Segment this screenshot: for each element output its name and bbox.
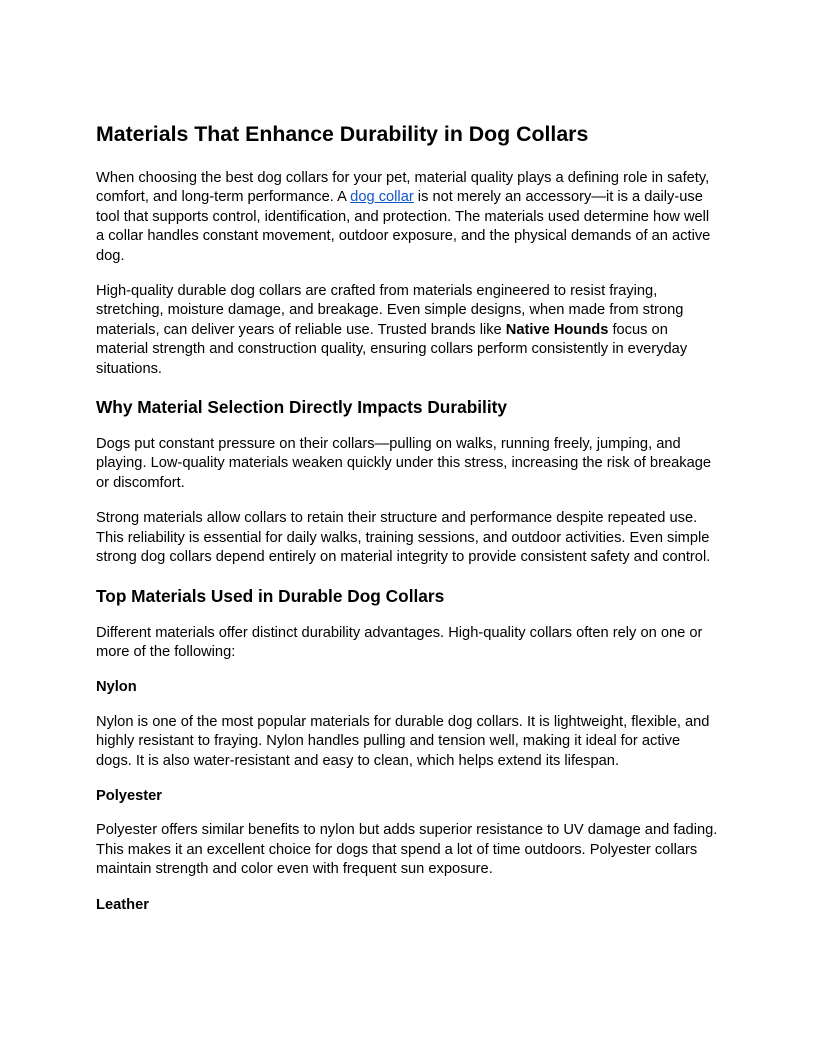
page-title: Materials That Enhance Durability in Dog Collars — [96, 122, 589, 146]
brand-name: Native Hounds — [505, 321, 609, 338]
dog-collar-link[interactable]: dog collar — [350, 189, 414, 206]
section1-paragraph-1: Dogs put constant pressure on their collars—pulling on walks, running freely, jumping, and playing. Low-quality materials weaken quickly under this stress, increasing the risk of breakage or discomfort. — [96, 436, 712, 491]
section-heading-top-materials: Top Materials Used in Durable Dog Collars — [96, 585, 445, 606]
material-text-nylon: Nylon is one of the most popular materials for durable dog collars. It is lightweight, flexible, and highly resistant to fraying. Nylon handles pulling and tension well, making it ideal for active dogs. It is also water-resistant and easy to clean, which helps extend its lifespan. — [96, 713, 710, 769]
material-heading-polyester: Polyester — [96, 787, 162, 804]
section2-intro: Different materials offer distinct durability advantages. High-quality collars often rely on one or more of the following: — [96, 624, 703, 660]
intro-paragraph-1 — [96, 169, 720, 266]
material-heading-leather: Leather — [96, 896, 149, 913]
intro-paragraph-2 — [96, 282, 720, 379]
intro-p2-text-before: High-quality durable dog collars are crafted from materials engineered to resist fraying, stretching, moisture damage, and breakage. Even simple designs, when made from strong materials, can deliver years of reliable use. Trusted brands like — [96, 283, 684, 338]
section1-paragraph-2: Strong materials allow collars to retain their structure and performance despite repeated use. This reliability is essential for daily walks, training sessions, and outdoor activities. Even simple strong dog collars depend entirely on material integrity to provide consistent safety and control. — [96, 510, 711, 566]
section-heading-why-material: Why Material Selection Directly Impacts Durability — [96, 397, 508, 418]
material-heading-nylon: Nylon — [96, 679, 137, 696]
intro-p1-text-after: is not merely an accessory—it is a daily-use tool that supports control, identification, and protection. The materials used determine how well a collar handles constant movement, outdoor exposure, and the physical demands of an active dog. — [96, 189, 711, 264]
intro-p2-text-after: focus on material strength and construction quality, ensuring collars perform consistently in everyday situations. — [96, 321, 688, 377]
material-text-polyester: Polyester offers similar benefits to nylon but adds superior resistance to UV damage and fading. This makes it an excellent choice for dogs that spend a lot of time outdoors. Polyester collars maintain strength and color even with frequent sun exposure. — [96, 822, 718, 878]
intro-p1-text-before: When choosing the best dog collars for your pet, material quality plays a defining role in safety, comfort, and long-term performance. A — [96, 170, 710, 206]
